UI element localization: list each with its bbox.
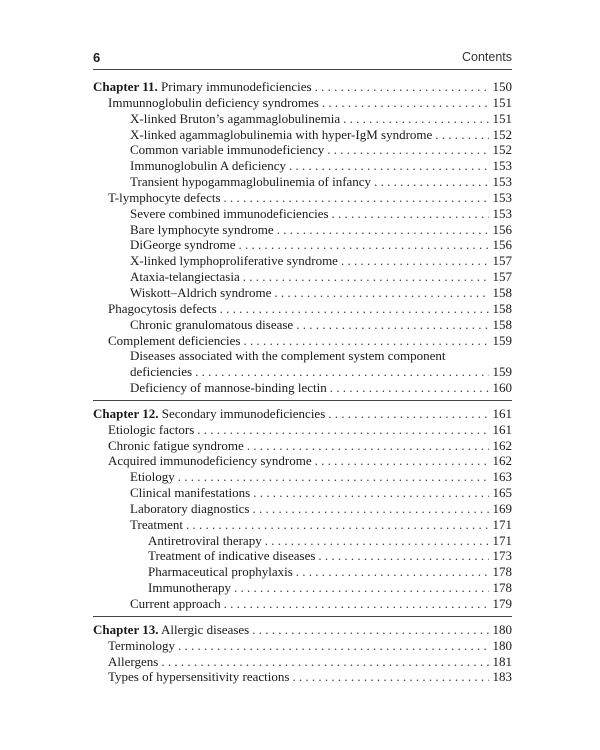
- entry-text: X-linked lymphoproliferative syndrome: [130, 253, 338, 269]
- entry-text: Chronic fatigue syndrome: [108, 437, 244, 453]
- entry-text: X-linked Bruton’s agammaglobulinemia: [130, 110, 341, 126]
- page-header: [93, 50, 512, 68]
- toc-entry: [93, 596, 512, 612]
- dot-leader: [374, 174, 489, 190]
- dot-leader: [332, 206, 489, 222]
- chapter-separator: [93, 616, 512, 617]
- entry-text: T-lymphocyte defects: [108, 189, 221, 205]
- entry-page: 153: [492, 158, 512, 174]
- entry-page: 158: [492, 284, 512, 300]
- dot-leader: [178, 638, 489, 654]
- entry-text: deficiencies: [130, 364, 193, 380]
- toc-entry: [93, 517, 512, 533]
- entry-title: [130, 364, 192, 380]
- dot-leader: [327, 142, 489, 158]
- toc-entry: [93, 317, 512, 333]
- entry-text: Immunoglobulin A deficiency: [130, 158, 286, 174]
- toc-entry: [93, 422, 512, 438]
- entry-page: 152: [492, 126, 512, 142]
- entry-text: Allergens: [108, 653, 159, 669]
- dot-leader: [296, 564, 489, 580]
- entry-page: 159: [492, 332, 512, 348]
- entry-page: 160: [492, 380, 512, 396]
- entry-page: 161: [492, 405, 512, 421]
- entry-page: 158: [492, 316, 512, 332]
- toc-entry: [93, 222, 512, 238]
- entry-text: Bare lymphocyte syndrome: [130, 221, 274, 237]
- toc-entry: [93, 453, 512, 469]
- entry-title: [148, 533, 262, 549]
- entry-text: Immunotherapy: [148, 580, 232, 596]
- entry-text: Wiskott–Aldrich syndrome: [130, 284, 272, 300]
- entry-text: Laboratory diagnostics: [130, 500, 250, 516]
- entry-text: Complement deficiencies: [108, 332, 241, 348]
- entry-title: [130, 111, 340, 127]
- entry-title: [108, 669, 289, 685]
- entry-page: 165: [492, 485, 512, 501]
- toc-entry: [93, 638, 512, 654]
- entry-text: Chronic granulomatous disease: [130, 316, 294, 332]
- dot-leader: [328, 406, 489, 422]
- toc-entry: [93, 580, 512, 596]
- entry-title: [108, 190, 221, 206]
- entry-title: [130, 142, 324, 158]
- dot-leader: [197, 422, 489, 438]
- dot-leader: [265, 533, 489, 549]
- entry-text: DiGeorge syndrome: [130, 237, 236, 253]
- toc-entry: [93, 237, 512, 253]
- toc-entry: [93, 174, 512, 190]
- dot-leader: [161, 654, 489, 670]
- chapter-entry: [93, 79, 512, 95]
- dot-leader: [315, 453, 489, 469]
- toc-entry: [93, 142, 512, 158]
- toc-entry: [93, 285, 512, 301]
- entry-title: [130, 222, 274, 238]
- entry-title: [148, 564, 293, 580]
- entry-title: [148, 580, 231, 596]
- entry-title: [130, 485, 250, 501]
- entry-page: 152: [492, 142, 512, 158]
- dot-leader: [239, 237, 489, 253]
- dot-leader: [247, 438, 489, 454]
- entry-text: Common variable immunodeficiency: [130, 142, 325, 158]
- toc-entry: [93, 253, 512, 269]
- chapter-entry: [93, 406, 512, 422]
- entry-title: [130, 253, 338, 269]
- entry-title: [108, 301, 217, 317]
- entry-title: [93, 79, 312, 95]
- entry-title: [130, 174, 371, 190]
- table-of-contents: [93, 79, 512, 685]
- entry-title: [108, 422, 194, 438]
- chapter-separator: [93, 400, 512, 401]
- entry-page: 180: [492, 637, 512, 653]
- entry-text: Acquired immunodeficiency syndrome: [108, 453, 312, 469]
- dot-leader: [289, 158, 489, 174]
- chapter-label: Chapter 13.: [93, 621, 159, 637]
- entry-page: 163: [492, 469, 512, 485]
- dot-leader: [253, 501, 490, 517]
- chapter-title: Primary immunodeficiencies: [157, 79, 312, 94]
- entry-page: 178: [492, 564, 512, 580]
- entry-title: [130, 517, 183, 533]
- dot-leader: [224, 190, 489, 206]
- entry-title: [108, 95, 319, 111]
- entry-page: 161: [492, 421, 512, 437]
- running-title: Contents: [461, 50, 512, 64]
- entry-page: 162: [492, 437, 512, 453]
- dot-leader: [186, 517, 489, 533]
- toc-entry: [93, 333, 512, 349]
- toc-entry: [93, 95, 512, 111]
- toc-entry: [93, 654, 512, 670]
- entry-title: [130, 317, 293, 333]
- entry-page: 162: [492, 453, 512, 469]
- entry-title: [93, 406, 325, 422]
- toc-entry: [93, 548, 512, 564]
- entry-title-line: Diseases associated with the complement system component: [130, 348, 446, 364]
- toc-entry: [93, 269, 512, 285]
- entry-text: Terminology: [108, 637, 175, 653]
- toc-entry: [93, 438, 512, 454]
- dot-leader: [341, 253, 489, 269]
- entry-text: X-linked agammaglobulinemia with hyper-IgM syndrome: [130, 126, 433, 142]
- entry-page: 153: [492, 174, 512, 190]
- entry-title: [108, 333, 240, 349]
- dot-leader: [253, 485, 489, 501]
- dot-leader: [178, 469, 489, 485]
- entry-text: Etiology: [130, 469, 175, 485]
- entry-title: [130, 206, 329, 222]
- toc-entry: [93, 301, 512, 317]
- entry-title: [130, 158, 286, 174]
- entry-text: Treatment of indicative diseases: [148, 548, 316, 564]
- chapter-title: Secondary immunodeficiencies: [158, 405, 326, 421]
- toc-entry: [93, 111, 512, 127]
- entry-page: 151: [492, 94, 512, 110]
- chapter-label: Chapter 12.: [93, 405, 159, 421]
- entry-page: 171: [492, 532, 512, 548]
- toc-entry: [93, 380, 512, 396]
- entry-title: [130, 237, 236, 253]
- toc-entry: [93, 206, 512, 222]
- entry-text: Ataxia-telangiectasia: [130, 269, 240, 285]
- entry-page: 171: [492, 516, 512, 532]
- entry-text: Types of hypersensitivity reactions: [108, 669, 290, 685]
- toc-entry: [93, 190, 512, 206]
- entry-title: [93, 622, 249, 638]
- toc-entry: [93, 364, 512, 380]
- entry-text: Severe combined immunodeficiencies: [130, 205, 329, 221]
- entry-title: [130, 380, 327, 396]
- dot-leader: [224, 596, 489, 612]
- entry-page: 178: [492, 580, 512, 596]
- entry-title: [130, 127, 432, 143]
- entry-title: [108, 438, 244, 454]
- dot-leader: [274, 285, 489, 301]
- entry-page: 169: [492, 500, 512, 516]
- toc-entry: [93, 158, 512, 174]
- entry-text: Antiretroviral therapy: [148, 532, 262, 548]
- entry-page: 150: [492, 79, 512, 94]
- chapter-label: Chapter 11.: [93, 79, 158, 94]
- entry-text: Deficiency of mannose-binding lectin: [130, 380, 327, 396]
- toc-entry: [93, 501, 512, 517]
- toc-entry: [93, 485, 512, 501]
- dot-leader: [292, 669, 489, 685]
- entry-page: 153: [492, 189, 512, 205]
- entry-title: [130, 269, 240, 285]
- dot-leader: [322, 95, 489, 111]
- entry-page: 153: [492, 205, 512, 221]
- dot-leader: [315, 79, 489, 95]
- entry-title: [148, 548, 315, 564]
- entry-page: 159: [492, 364, 512, 380]
- dot-leader: [252, 622, 489, 638]
- entry-title: [130, 501, 250, 517]
- page-number: 6: [93, 50, 101, 65]
- dot-leader: [296, 317, 489, 333]
- entry-page: 156: [492, 221, 512, 237]
- entry-page: 181: [492, 653, 512, 669]
- entry-page: 173: [492, 548, 512, 564]
- chapter-entry: [93, 622, 512, 638]
- entry-title: [108, 453, 312, 469]
- toc-entry: [93, 564, 512, 580]
- chapter-title: Allergic diseases: [158, 621, 250, 637]
- entry-page: 157: [492, 269, 512, 285]
- header-rule: [93, 69, 512, 70]
- dot-leader: [277, 222, 489, 238]
- entry-title: [130, 596, 221, 612]
- entry-title: [108, 638, 175, 654]
- entry-page: 180: [492, 621, 512, 637]
- entry-title: [108, 654, 158, 670]
- dot-leader: [234, 580, 489, 596]
- entry-page: 156: [492, 237, 512, 253]
- entry-page: 151: [492, 110, 512, 126]
- entry-text: Treatment: [130, 516, 183, 532]
- entry-text: Clinical manifestations: [130, 485, 251, 501]
- dot-leader: [343, 111, 489, 127]
- entry-title: [130, 469, 175, 485]
- dot-leader: [330, 380, 489, 396]
- entry-text: Phagocytosis defects: [108, 300, 217, 316]
- entry-text: Etiologic factors: [108, 421, 195, 437]
- toc-entry: [93, 469, 512, 485]
- entry-title: [130, 285, 271, 301]
- dot-leader: [220, 301, 489, 317]
- dot-leader: [195, 364, 489, 380]
- entry-page: 179: [492, 596, 512, 611]
- entry-text: Pharmaceutical prophylaxis: [148, 564, 293, 580]
- entry-text: Immunnoglobulin deficiency syndromes: [108, 94, 319, 110]
- entry-page: 157: [492, 253, 512, 269]
- entry-page: 183: [492, 669, 512, 685]
- toc-entry: [93, 127, 512, 143]
- entry-text: Transient hypogammaglobulinemia of infancy: [130, 174, 372, 190]
- entry-page: 158: [492, 300, 512, 316]
- dot-leader: [243, 269, 489, 285]
- dot-leader: [318, 548, 489, 564]
- toc-entry: [93, 669, 512, 685]
- toc-entry: [93, 533, 512, 549]
- dot-leader: [435, 127, 489, 143]
- entry-text: Current approach: [130, 596, 221, 611]
- dot-leader: [243, 333, 489, 349]
